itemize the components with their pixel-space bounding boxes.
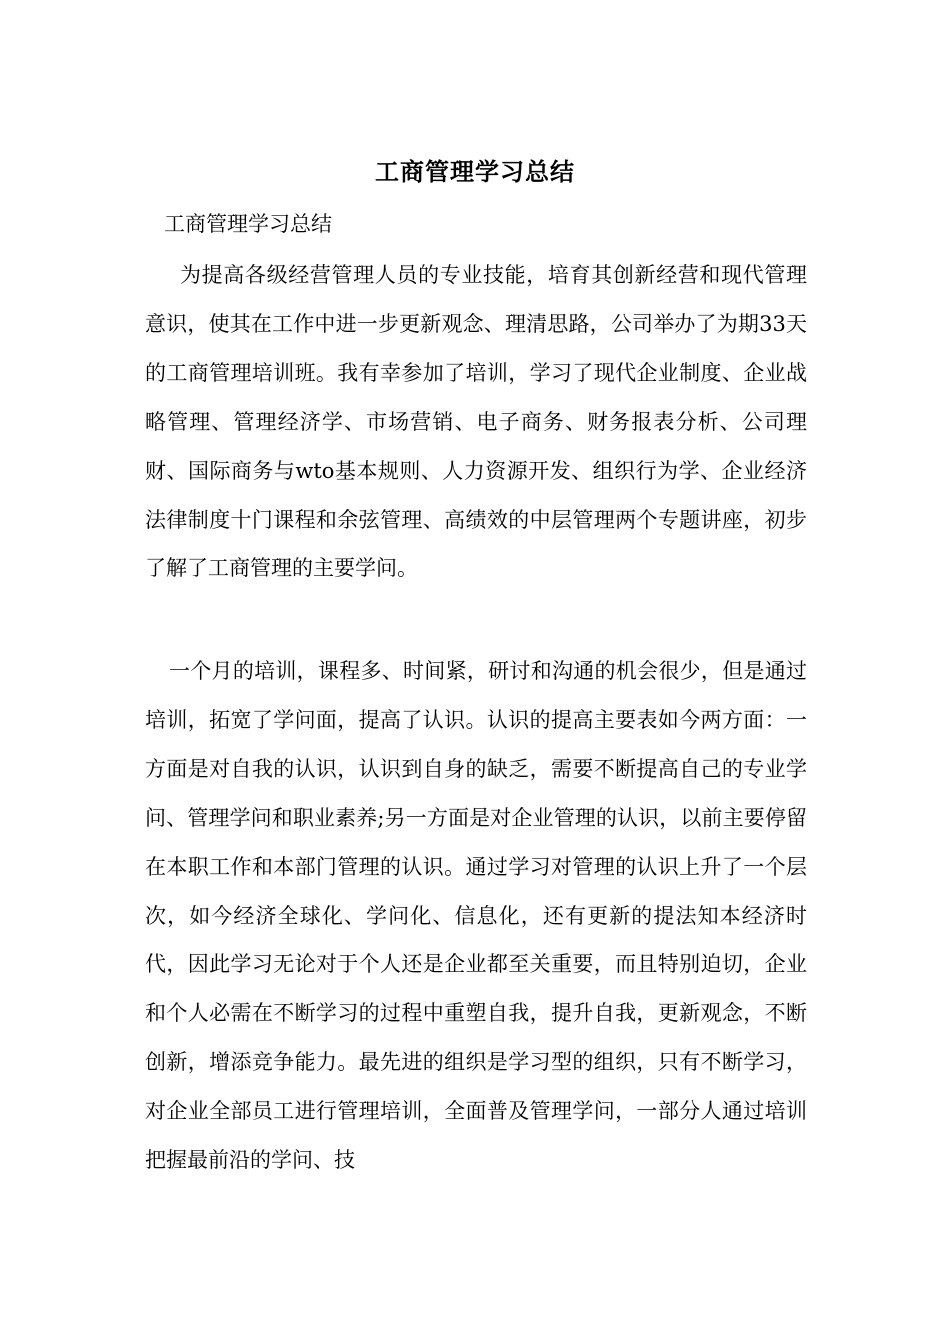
document-subtitle: 工商管理学习总结: [164, 212, 332, 236]
paragraph-1: 为提高各级经营管理人员的专业技能，培育其创新经营和现代管理意识，使其在工作中进一步更新观念、理清思路，公司举办了为期33天的工商管理培训班。我有幸参加了培训，学习了现代企业制度、企业战略管理、管理经济学、市场营销、电子商务、财务报表分析、公司理财、国际商务与wto基本规则、人力资源开发、组织行为学、企业经济法律制度十门课程和余弦管理、高绩效的中层管理两个专题讲座，初步了解了工商管理的主要学问。: [145, 263, 807, 581]
paragraph-2: 一个月的培训，课程多、时间紧，研讨和沟通的机会很少，但是通过培训，拓宽了学问面，提高了认识。认识的提高主要表如今两方面：一方面是对自我的认识，认识到自身的缺乏，需要不断提高自己的专业学问、管理学问和职业素养;另一方面是对企业管理的认识，以前主要停留在本职工作和本部门管理的认识。通过学习对管理的认识上升了一个层次，如今经济全球化、学问化、信息化，还有更新的提法知本经济时代，因此学习无论对于个人还是企业都至关重要，而且特别迫切，企业和个人必需在不断学习的过程中重塑自我，提升自我，更新观念，不断创新，增添竞争能力。最先进的组织是学习型的组织，只有不断学习，对企业全部员工进行管理培训，全面普及管理学问，一部分人通过培训把握最前沿的学问、技: [145, 659, 807, 1173]
document-title: 工商管理学习总结: [375, 157, 575, 186]
